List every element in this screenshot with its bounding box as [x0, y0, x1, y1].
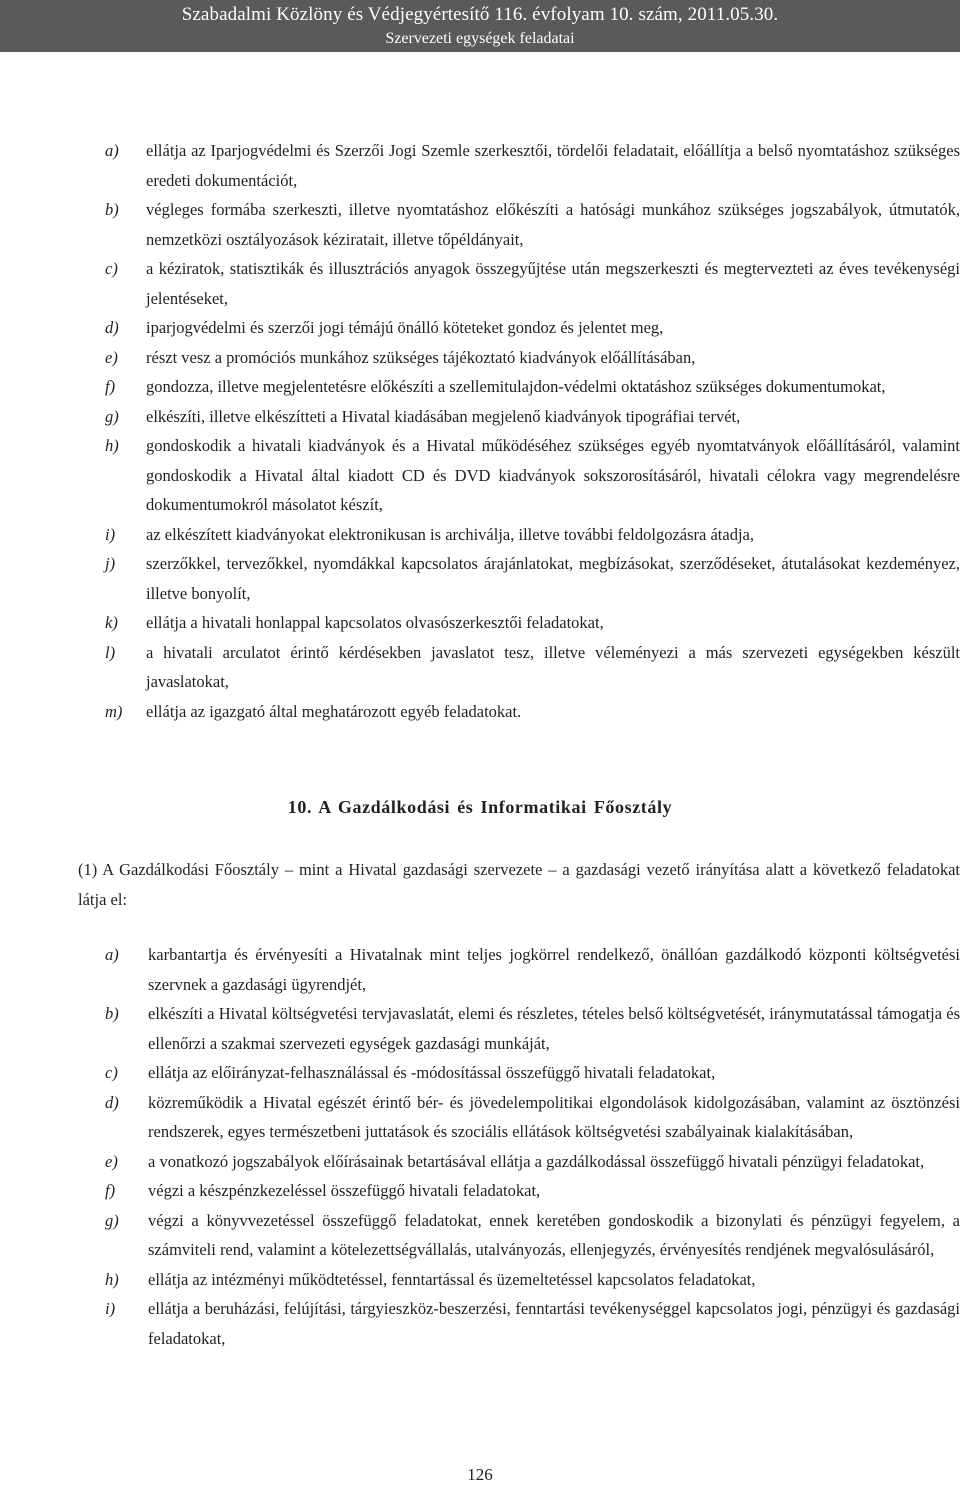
header-publication-title: Szabadalmi Közlöny és Védjegyértesítő 116. évfolyam 10. szám, 2011.05.30.: [181, 4, 779, 25]
list-item: [0, 940, 960, 999]
list-item: [0, 343, 960, 373]
list-item-text: a kéziratok, statisztikák és illusztrációs anyagok összegyűjtése után megszerkeszti és megtervezteti az éves tevékenységi jelentéseket,: [146, 259, 960, 308]
list-item-label: a): [105, 141, 119, 160]
list-item: [0, 520, 960, 550]
list-item-text: ellátja az igazgató által meghatározott egyéb feladatokat.: [146, 701, 522, 721]
list-item-text: végleges formába szerkeszti, illetve nyomtatáshoz előkészíti a hatósági munkához szükséges jogszabályok, útmutatók, nemzetközi osztályozások kéziratait, illetve tőpéldányait,: [146, 200, 960, 249]
list-item-label: m): [105, 701, 123, 721]
list-item-label: b): [105, 200, 119, 219]
section-heading: 10. A Gazdálkodási és Informatikai Főosztály: [287, 797, 673, 817]
list-item-label: i): [105, 1299, 116, 1318]
list-item-text: ellátja az előirányzat-felhasználással és -módosítással összefüggő hivatali feladatokat,: [148, 1063, 716, 1082]
list-item: [0, 195, 960, 254]
list-item-label: d): [105, 318, 119, 337]
list-item-text: elkészíti, illetve elkészítteti a Hivatal kiadásában megjelenő kiadványok tipográfiai tervét,: [146, 406, 741, 426]
list-item-label: e): [105, 347, 118, 367]
list-item-label: a): [105, 945, 119, 964]
list-item: [0, 1206, 960, 1265]
list-item-text: végzi a készpénzkezeléssel összefüggő hivatali feladatokat,: [148, 1181, 541, 1200]
page-number: 126: [467, 1465, 493, 1484]
header-section-title: Szervezeti egységek feladatai: [385, 30, 575, 47]
list-item-label: g): [105, 1210, 119, 1230]
list-item-label: e): [105, 1151, 118, 1171]
list-item: [0, 549, 960, 608]
list-item: [0, 136, 960, 195]
list-item: [0, 1294, 960, 1353]
list-item-text: ellátja a beruházási, felújítási, tárgyieszköz-beszerzési, fenntartási tevékenységgel kapcsolatos jogi, pénzügyi és gazdasági feladatokat,: [148, 1299, 960, 1348]
list-item: [0, 313, 960, 343]
list-item-text: karbantartja és érvényesíti a Hivatalnak mint teljes jogkörrel rendelkező, önállóan gazdálkodó központi költségvetési szervnek a gazdasági ügyrendjét,: [148, 945, 960, 994]
task-list-finance: [0, 940, 960, 1353]
list-item: [0, 697, 960, 727]
list-item: [0, 1176, 960, 1206]
list-item-text: gondozza, illetve megjelentetésre előkészíti a szellemitulajdon-védelmi oktatáshoz szükséges dokumentumokat,: [146, 377, 886, 396]
list-item: [0, 999, 960, 1058]
list-item-label: i): [105, 524, 116, 544]
list-item-label: d): [105, 1092, 119, 1112]
list-item: [0, 402, 960, 432]
list-item-label: g): [105, 406, 119, 426]
list-item: [0, 1147, 960, 1177]
list-item-text: az elkészített kiadványokat elektronikusan is archiválja, illetve további feldolgozásra átadja,: [146, 524, 754, 544]
list-item-text: ellátja az Iparjogvédelmi és Szerzői Jogi Szemle szerkesztői, tördelői feladatait, előállítja a belső nyomtatáshoz szükséges eredeti dokumentációt,: [146, 141, 960, 190]
list-item-text: szerzőkkel, tervezőkkel, nyomdákkal kapcsolatos árajánlatokat, megbízásokat, szerződéseket, átutalásokat kezdeményez, illetve bonyolít,: [146, 554, 960, 603]
list-item-text: elkészíti a Hivatal költségvetési tervjavaslatát, elemi és részletes, tételes belső költségvetését, iránymutatással támogatja és ellenőrzi a szakmai szervezeti egységek gazdasági munkáját,: [148, 1004, 960, 1053]
list-item-label: f): [105, 1181, 116, 1200]
list-item-text: a vonatkozó jogszabályok előírásainak betartásával ellátja a gazdálkodással összefüggő hivatali pénzügyi feladatokat,: [148, 1151, 925, 1171]
list-item-label: l): [105, 642, 116, 662]
list-item-text: iparjogvédelmi és szerzői jogi témájú önálló köteteket gondoz és jelentet meg,: [146, 318, 664, 337]
list-item: [0, 1058, 960, 1088]
list-item: [0, 638, 960, 697]
task-list-publishing: [0, 136, 960, 726]
list-item-label: k): [105, 613, 118, 632]
list-item: [0, 254, 960, 313]
list-item-label: c): [105, 259, 118, 278]
intro-paragraph: (1) A Gazdálkodási Főosztály – mint a Hivatal gazdasági szervezete – a gazdasági vezető irányítása alatt a következő feladatokat látja el:: [78, 860, 960, 909]
list-item-label: h): [105, 1269, 119, 1289]
running-header: [0, 0, 960, 52]
list-item-label: h): [105, 436, 119, 455]
list-item-label: f): [105, 377, 116, 396]
list-item-text: végzi a könyvvezetéssel összefüggő feladatokat, ennek keretében gondoskodik a bizonylati és pénzügyi fegyelem, a számviteli rend, valamint a kötelezettségvállalás, utalványozás, ellenjegyzés, érvényesítés rendjének megvalósulásáról,: [148, 1210, 960, 1259]
list-item-text: ellátja az intézményi működtetéssel, fenntartással és üzemeltetéssel kapcsolatos feladatokat,: [148, 1269, 756, 1289]
list-item: [0, 1088, 960, 1147]
list-item: [0, 1265, 960, 1295]
list-item-text: ellátja a hivatali honlappal kapcsolatos olvasószerkesztői feladatokat,: [146, 613, 604, 632]
list-item: [0, 431, 960, 520]
list-item-text: gondoskodik a hivatali kiadványok és a Hivatal működéséhez szükséges egyéb nyomtatványok előállításáról, valamint gondoskodik a Hivatal által kiadott CD és DVD kiadványok sokszorosításáról, hivatali célokra vagy megrendelésre dokumentumokról másolatot készít,: [146, 436, 960, 514]
list-item-text: a hivatali arculatot érintő kérdésekben javaslatot tesz, illetve véleményezi a más szervezeti egységekben készült javaslatokat,: [146, 642, 960, 691]
list-item-label: c): [105, 1063, 118, 1082]
list-item: [0, 608, 960, 638]
list-item: [0, 372, 960, 402]
list-item-label: b): [105, 1004, 119, 1023]
list-item-text: közreműködik a Hivatal egészét érintő bér- és jövedelempolitikai elgondolások kidolgozásában, valamint az ösztönzési rendszerek, egyes természetbeni juttatások és szociális ellátások költségvetési szabályainak kialakításában,: [148, 1092, 960, 1141]
list-item-label: j): [105, 554, 116, 573]
list-item-text: részt vesz a promóciós munkához szükséges tájékoztató kiadványok előállításában,: [146, 347, 696, 367]
